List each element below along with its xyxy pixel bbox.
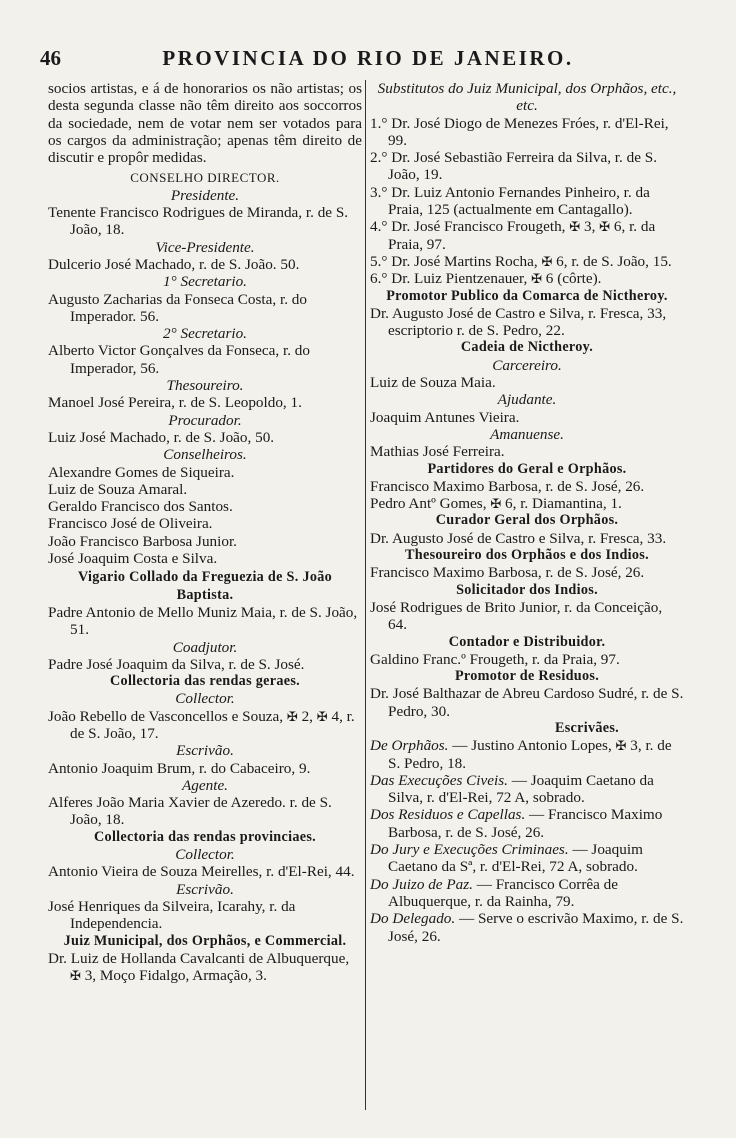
entry bbox=[370, 772, 684, 807]
section-heading: Juiz Municipal, dos Orphãos, e Commercial. bbox=[63, 932, 347, 949]
entry-text: — Joaquim Caetano da Sª, r. d'El-Rei, 72 A, sobrado. bbox=[388, 841, 643, 876]
entry-text: 6, r. de S. João, 15. bbox=[552, 252, 672, 270]
entry-text: 3, Moço Fidalgo, Armação, 3. bbox=[80, 967, 267, 985]
entry: Manoel José Pereira, r. de S. Leopoldo, 1. bbox=[48, 394, 302, 412]
role-heading: Carcereiro. bbox=[492, 356, 562, 374]
entry-text: 3, bbox=[580, 218, 600, 236]
entry: Alexandre Gomes de Siqueira. bbox=[48, 463, 235, 481]
section-heading: Promotor Publico da Comarca de Nictheroy. bbox=[386, 287, 668, 304]
section-heading: Escrivães. bbox=[554, 719, 620, 736]
entry: João Francisco Barbosa Junior. bbox=[48, 532, 237, 550]
entry-text: 6, r. Diamantina, 1. bbox=[501, 495, 622, 513]
role-heading: Substitutos do Juiz Municipal, dos Orphãos, etc., etc. bbox=[377, 80, 677, 115]
entry: Padre Antonio de Mello Muniz Maia, r. de S. João, 51. bbox=[48, 603, 358, 639]
order-rose-icon: ✠ bbox=[531, 271, 542, 287]
entry: 3.° Dr. Luiz Antonio Fernandes Pinheiro, r. da Praia, 125 (actualmente em Cantagallo). bbox=[370, 183, 650, 219]
entry-label: Do Jury e Execuções Criminaes. bbox=[370, 841, 569, 859]
section-heading: Vigario Collado da Freguezia de S. João Baptista. bbox=[77, 569, 333, 603]
left-column bbox=[48, 80, 362, 984]
entry bbox=[48, 950, 362, 985]
entry-text: 6.° Dr. Luiz Pientzenauer, bbox=[370, 270, 532, 288]
entry: José Rodrigues de Brito Junior, r. da Conceição, 64. bbox=[370, 598, 663, 634]
entry: Dr. Augusto José de Castro e Silva, r. Fresca, 33, escriptorio r. de S. Pedro, 22. bbox=[370, 304, 667, 340]
entry: 1.° Dr. José Diogo de Menezes Fróes, r. d'El-Rei, 99. bbox=[370, 114, 669, 149]
page-header bbox=[40, 46, 696, 74]
entry: Luiz de Souza Amaral. bbox=[48, 480, 188, 498]
entry-label: Das Execuções Civeis. bbox=[370, 771, 508, 789]
intro-paragraph: socios artistas, e á de honorarios os não artistas; os desta segunda classe não têm direito aos soccorros da sociedade, nem de votar nem ser votados para os cargos da administração; apenas têm direito de discutir e propôr medidas. bbox=[48, 80, 362, 167]
entry-text: 6 (côrte). bbox=[542, 270, 602, 288]
entry: 2.° Dr. José Sebastião Ferreira da Silva, r. de S. João, 19. bbox=[370, 149, 657, 184]
entry bbox=[370, 253, 684, 270]
section-heading: Collectoria das rendas provinciaes. bbox=[94, 828, 316, 845]
entry-text: — Francisco Maximo Barbosa, r. de S. José, 26. bbox=[388, 806, 663, 841]
entry: Dr. Augusto José de Castro e Silva, r. Fresca, 33. bbox=[370, 529, 667, 547]
section-heading: Curador Geral dos Orphãos. bbox=[435, 512, 619, 529]
section-heading: Cadeia de Nictheroy. bbox=[460, 339, 594, 356]
entry-label: Do Juizo de Paz. bbox=[370, 875, 473, 893]
entry-text: — Justino Antonio Lopes, bbox=[448, 737, 616, 755]
entry: Augusto Zacharias da Fonseca Costa, r. do Imperador. 56. bbox=[48, 290, 307, 325]
role-heading: Procurador. bbox=[168, 411, 242, 429]
order-cross-icon: ✠ bbox=[286, 708, 298, 724]
entry-text: 4.° Dr. José Francisco Frougeth, bbox=[370, 218, 570, 236]
page-title: PROVINCIA DO RIO DE JANEIRO. bbox=[162, 46, 574, 70]
role-heading: Ajudante. bbox=[497, 391, 557, 409]
entry-text: 3, r. de S. Pedro, 18. bbox=[388, 737, 672, 772]
column-divider bbox=[365, 80, 366, 1110]
entry bbox=[48, 708, 362, 743]
entry bbox=[370, 495, 684, 512]
section-heading: Promotor de Residuos. bbox=[454, 668, 600, 685]
section-heading: Solicitador dos Indios. bbox=[456, 581, 598, 598]
order-rose-icon: ✠ bbox=[599, 219, 611, 235]
role-heading: Collector. bbox=[175, 690, 235, 708]
entry bbox=[370, 270, 684, 287]
entry: Antonio Vieira de Souza Meirelles, r. d'El-Rei, 44. bbox=[48, 863, 355, 881]
entry: Galdino Franc.º Frougeth, r. da Praia, 97. bbox=[370, 650, 620, 668]
entry: Geraldo Francisco dos Santos. bbox=[48, 498, 233, 516]
entry-text: 2, bbox=[297, 707, 317, 725]
entry-text: — Serve o escrivão Maximo, r. de S. José, 26. bbox=[388, 910, 684, 945]
order-cross-icon: ✠ bbox=[70, 968, 81, 984]
role-heading: Vice-Presidente. bbox=[155, 238, 255, 256]
entry: José Joaquim Costa e Silva. bbox=[48, 550, 218, 568]
entry-text: — Joaquim Caetano da Silva, r. d'El-Rei, 72 A, sobrado. bbox=[388, 771, 654, 807]
role-heading: 1° Secretario. bbox=[163, 273, 247, 291]
section-heading: Thesoureiro dos Orphãos e dos Indios. bbox=[405, 547, 649, 564]
page-number: 46 bbox=[40, 46, 61, 70]
order-cross-icon: ✠ bbox=[615, 738, 627, 754]
role-heading: Escrivão. bbox=[176, 880, 234, 898]
role-heading: Agente. bbox=[182, 776, 228, 794]
right-column bbox=[370, 80, 684, 945]
section-heading: Collectoria das rendas geraes. bbox=[110, 673, 300, 690]
role-heading: Presidente. bbox=[170, 186, 240, 204]
entry: Luiz de Souza Maia. bbox=[370, 374, 496, 392]
entry: Mathias José Ferreira. bbox=[370, 443, 505, 461]
entry bbox=[370, 841, 684, 876]
entry: Alferes João Maria Xavier de Azeredo. r. de S. João, 18. bbox=[48, 794, 332, 829]
section-heading: CONSELHO DIRECTOR. bbox=[130, 170, 280, 186]
entry-label: De Orphãos. bbox=[370, 737, 449, 755]
entry-label: Dos Residuos e Capellas. bbox=[370, 806, 526, 824]
order-cross-icon: ✠ bbox=[569, 219, 581, 235]
entry-text: Dr. Luiz de Hollanda Cavalcanti de Albuquerque, bbox=[48, 949, 350, 967]
entry: Francisco José de Oliveira. bbox=[48, 515, 213, 533]
role-heading: Escrivão. bbox=[176, 742, 234, 760]
role-heading: Conselheiros. bbox=[163, 446, 247, 464]
entry-text: 4, r. de S. João, 17. bbox=[70, 707, 355, 742]
entry-label: Do Delegado. bbox=[370, 910, 456, 928]
order-rose-icon: ✠ bbox=[316, 708, 328, 724]
entry: Alberto Victor Gonçalves da Fonseca, r. do Imperador, 56. bbox=[48, 342, 310, 377]
role-heading: Amanuense. bbox=[490, 425, 564, 443]
order-rose-icon: ✠ bbox=[541, 253, 553, 269]
role-heading: Thesoureiro. bbox=[166, 377, 244, 395]
entry: Francisco Maximo Barbosa, r. de S. José, 26. bbox=[370, 477, 645, 495]
role-heading: Collector. bbox=[175, 846, 235, 864]
entry: Dulcerio José Machado, r. de S. João. 50. bbox=[48, 255, 300, 273]
entry: José Henriques da Silveira, Icarahy, r. da Independencia. bbox=[48, 897, 296, 933]
entry-text: 6, r. da Praia, 97. bbox=[388, 218, 656, 253]
entry bbox=[370, 806, 684, 841]
entry bbox=[370, 218, 684, 253]
entry: Luiz José Machado, r. de S. João, 50. bbox=[48, 428, 275, 446]
role-heading: 2° Secretario. bbox=[163, 325, 247, 343]
entry: Francisco Maximo Barbosa, r. de S. José, 26. bbox=[370, 564, 645, 582]
entry bbox=[370, 910, 684, 945]
entry: Padre José Joaquim da Silva, r. de S. José. bbox=[48, 655, 305, 673]
entry-text: Pedro Antº Gomes, bbox=[370, 495, 491, 513]
entry bbox=[370, 876, 684, 911]
entry-text: 5.° Dr. José Martins Rocha, bbox=[370, 252, 542, 270]
entry: Tenente Francisco Rodrigues de Miranda, r. de S. João, 18. bbox=[48, 204, 349, 239]
section-heading: Contador e Distribuidor. bbox=[448, 633, 606, 650]
entry: Dr. José Balthazar de Abreu Cardoso Sudré, r. de S. Pedro, 30. bbox=[370, 685, 684, 720]
entry bbox=[370, 737, 684, 772]
entry: Antonio Joaquim Brum, r. do Cabaceiro, 9. bbox=[48, 759, 311, 777]
role-heading: Coadjutor. bbox=[172, 638, 238, 656]
order-rose-icon: ✠ bbox=[490, 496, 502, 512]
entry-text: João Rebello de Vasconcellos e Souza, bbox=[48, 707, 287, 725]
entry-text: — Francisco Corrêa de Albuquerque, r. da Rainha, 79. bbox=[388, 875, 619, 910]
section-heading: Partidores do Geral e Orphãos. bbox=[427, 460, 627, 477]
entry: Joaquim Antunes Vieira. bbox=[370, 408, 520, 426]
